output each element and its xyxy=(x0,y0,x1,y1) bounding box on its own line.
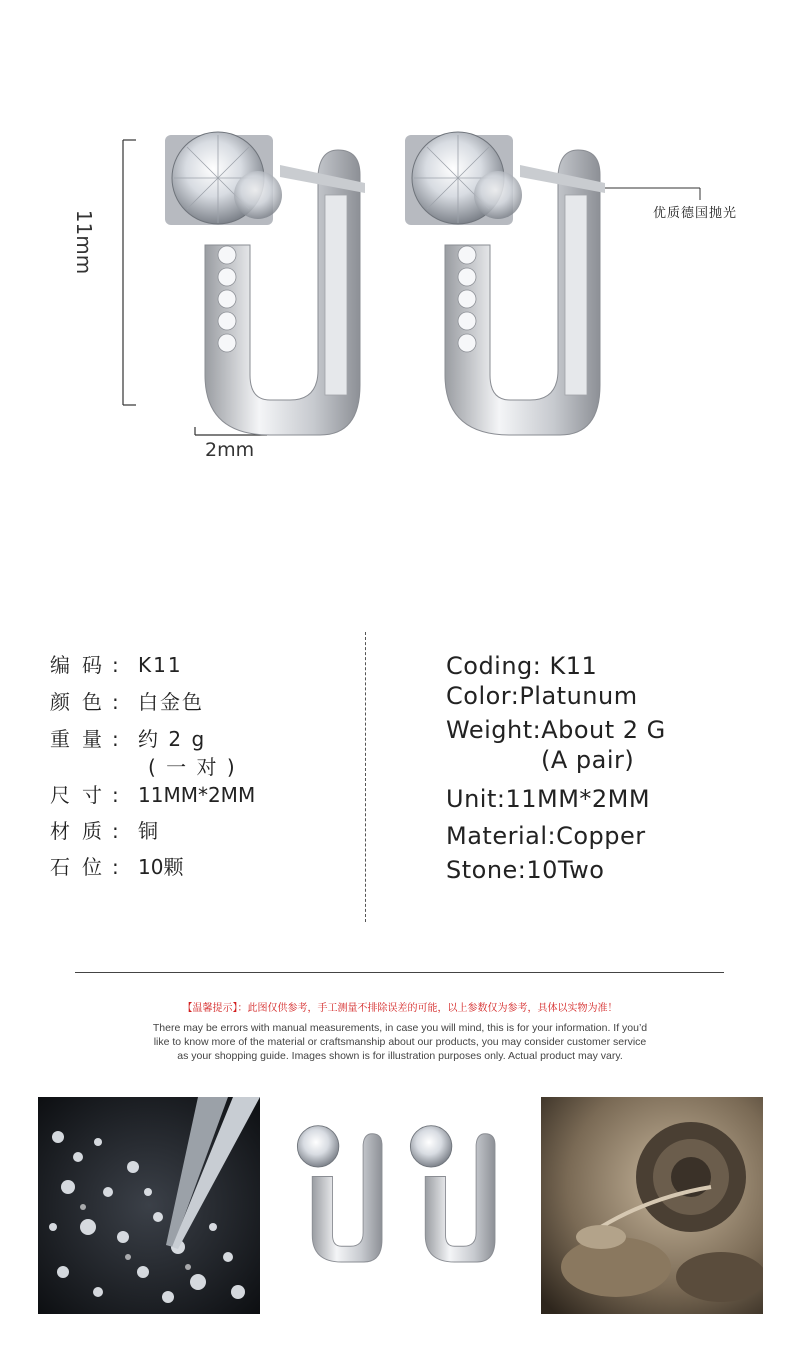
spec-label: 尺寸 xyxy=(50,783,114,807)
loose-diamonds-tweezers-photo xyxy=(38,1097,260,1314)
polish-callout-label: 优质德国抛光 xyxy=(653,206,738,221)
left-earring xyxy=(165,132,365,435)
spec-en-stone: Stone:10Two xyxy=(446,856,605,884)
spec-row-color: 颜色: 白金色 xyxy=(50,690,204,714)
spec-en-material: Material:Copper xyxy=(446,822,646,850)
spec-row-stone: 石位: 10颗 xyxy=(50,855,184,879)
spec-value: 白金色 xyxy=(138,690,204,714)
notice-english xyxy=(100,1021,700,1063)
spec-en-weight-sub: (A pair) xyxy=(541,746,635,774)
spec-label: 材质 xyxy=(50,819,114,843)
spec-en-unit: Unit:11MM*2MM xyxy=(446,785,651,813)
spec-label: 重量 xyxy=(50,727,114,751)
spec-value: 铜 xyxy=(138,819,160,843)
notice-line: like to know more of the material or craftsmanship about our products, you may consider customer service xyxy=(153,1036,647,1048)
polishing-craft-photo xyxy=(541,1097,763,1314)
notice-line: as your shopping guide. Images shown is for illustration purposes only. Actual product may vary. xyxy=(177,1050,623,1062)
spec-en-color: Color:Platunum xyxy=(446,682,638,710)
height-dimension-line xyxy=(123,140,136,405)
spec-row-weight-sub xyxy=(148,757,237,777)
spec-row-weight: 重量: 约 2 g xyxy=(50,727,207,751)
notice-chinese: 【温馨提示】：此图仅供参考，手工测量不排除误差的可能，以上参数仅为参考，具体以实物为准！ xyxy=(182,1003,618,1014)
spec-value: 约 2 g xyxy=(138,727,207,751)
right-earring xyxy=(405,132,605,435)
spec-en-weight: Weight:About 2 G xyxy=(446,716,666,744)
earring-pair-photo xyxy=(287,1097,509,1314)
product-hero xyxy=(50,95,760,495)
spec-value: 10颗 xyxy=(138,855,184,879)
spec-row-code: 编码: K11 xyxy=(50,653,183,677)
width-dimension-label: 2mm xyxy=(205,439,255,461)
earring-pair-illustration xyxy=(50,95,760,495)
height-dimension-label: 11mm xyxy=(72,209,96,275)
spec-label: 颜色 xyxy=(50,690,114,714)
section-divider xyxy=(75,972,724,973)
spec-row-material: 材质: 铜 xyxy=(50,819,160,843)
spec-label: 石位 xyxy=(50,855,114,879)
spec-value: K11 xyxy=(138,653,183,677)
notice-line: There may be errors with manual measurements, in case you will mind, this is for your information. If you’d xyxy=(152,1022,648,1034)
spec-row-size: 尺寸: 11MM*2MM xyxy=(50,783,256,807)
spec-value-sub: ( 一 对 ) xyxy=(148,755,237,779)
spec-label: 编码 xyxy=(50,653,114,677)
spec-value: 11MM*2MM xyxy=(138,783,256,807)
spec-en-coding: Coding: K11 xyxy=(446,652,598,680)
spec-divider xyxy=(365,632,366,922)
